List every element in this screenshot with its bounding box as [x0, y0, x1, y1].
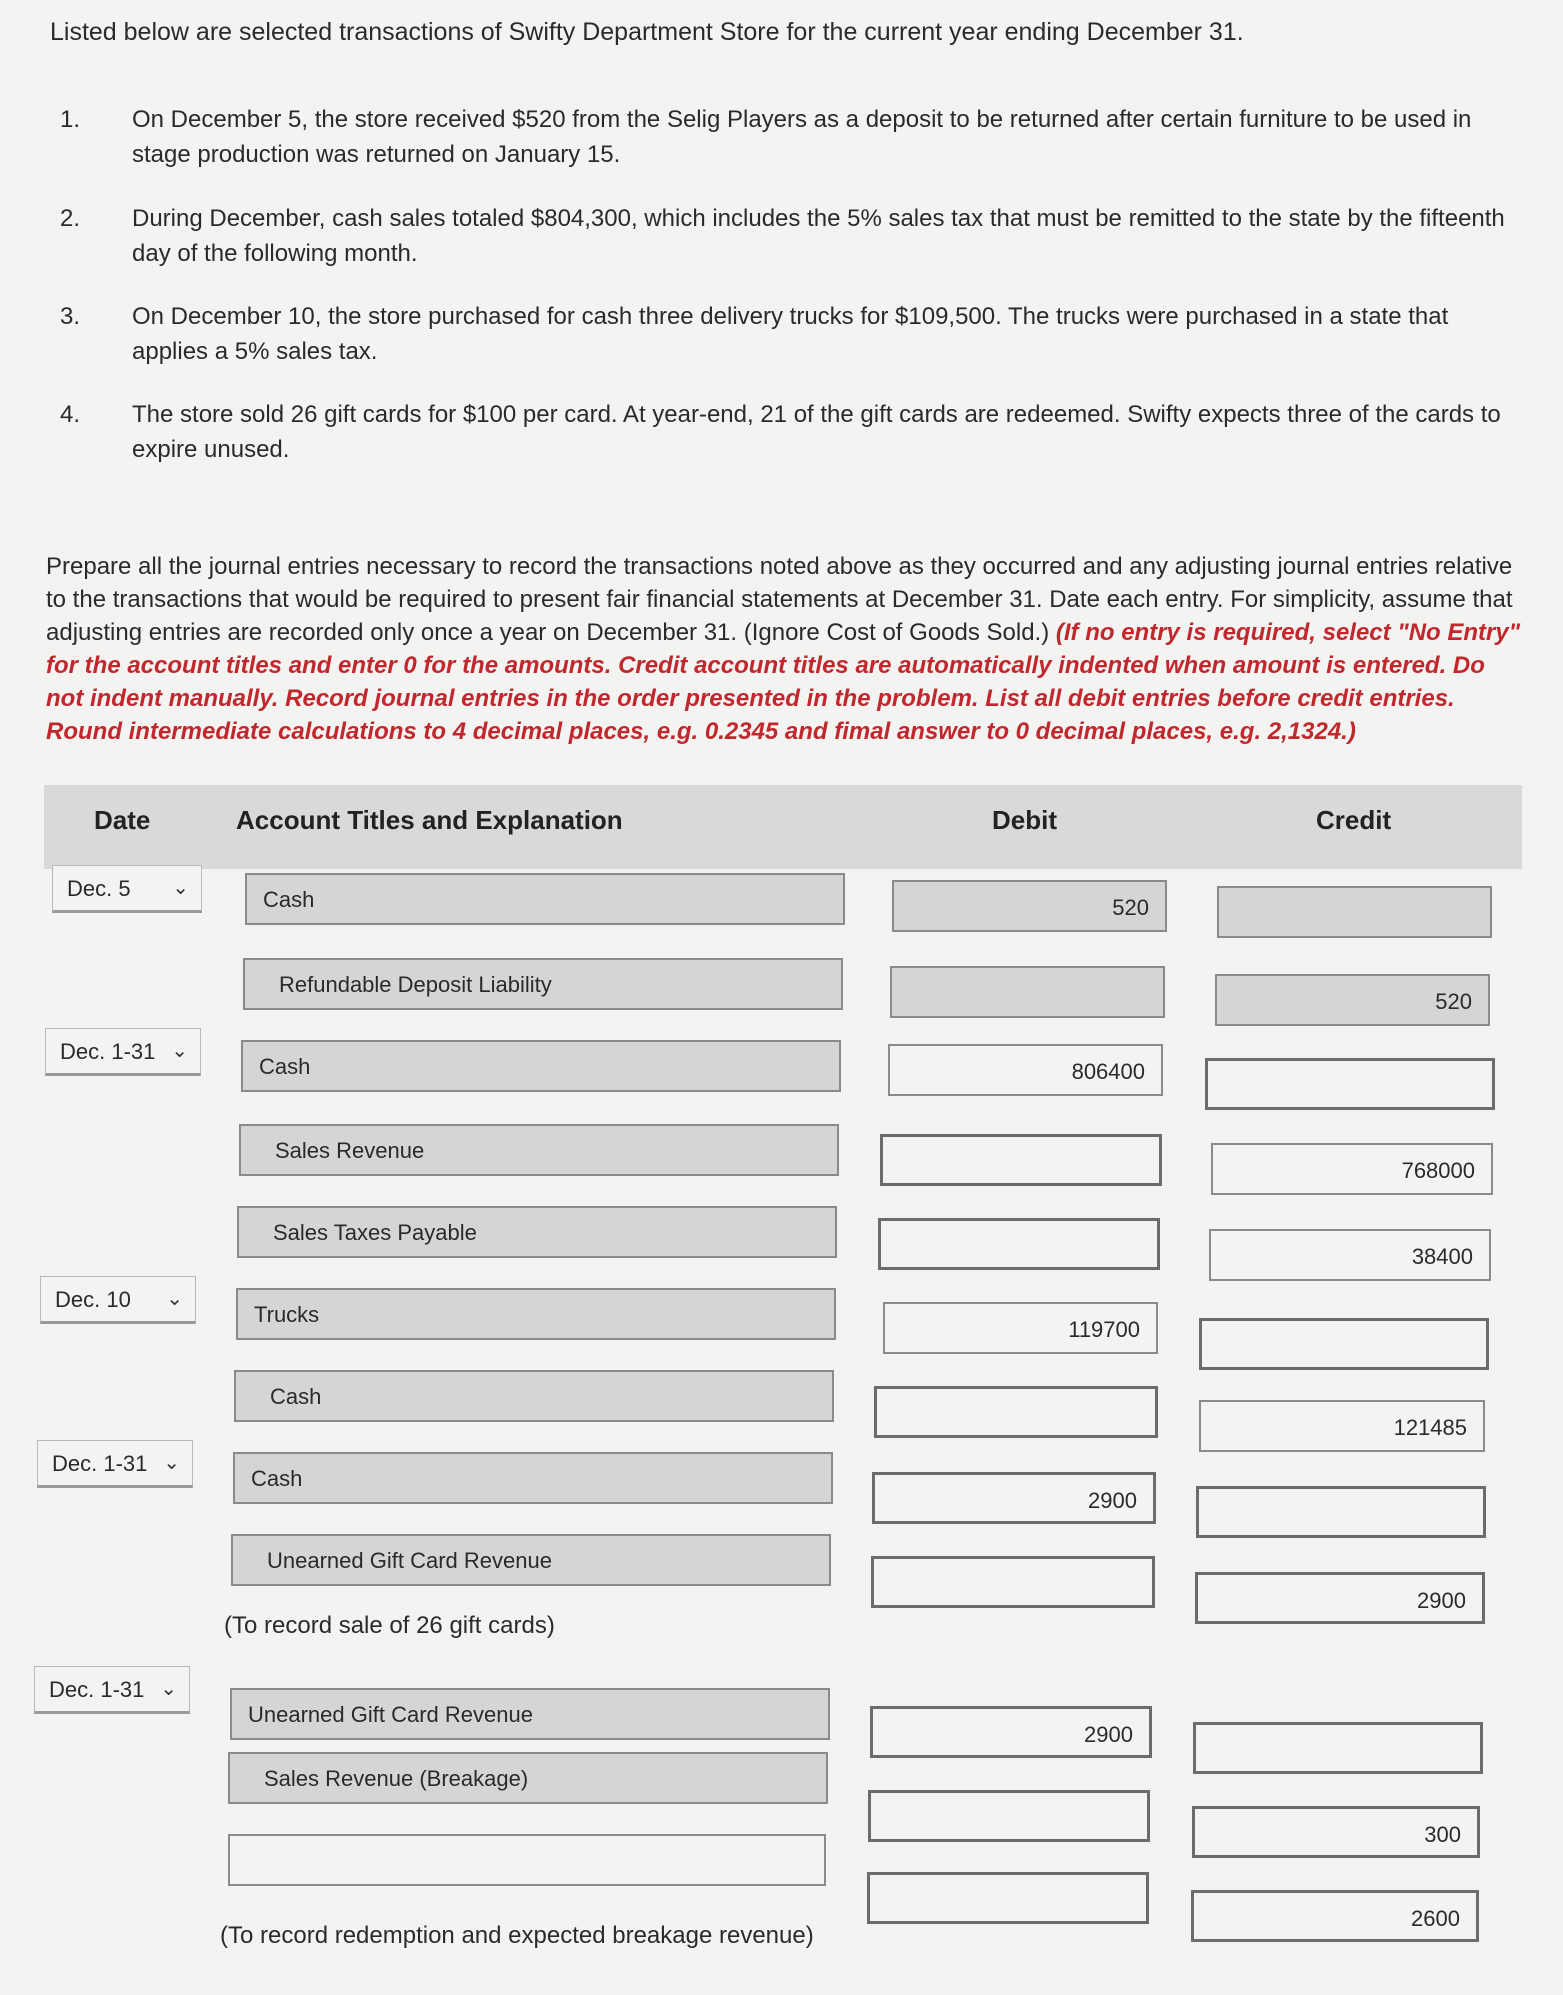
entry-note: (To record sale of 26 gift cards) — [224, 1612, 555, 1639]
account-value: Cash — [251, 1466, 303, 1491]
date-select[interactable] — [40, 1276, 196, 1324]
entry-note: (To record redemption and expected breakage revenue) — [220, 1922, 814, 1949]
account-value: Cash — [263, 887, 315, 912]
chevron-down-icon: ⌄ — [160, 1678, 177, 1700]
account-field[interactable] — [228, 1834, 826, 1886]
debit-field[interactable] — [878, 1218, 1160, 1270]
transaction-text: On December 5, the store received $520 from the Selig Players as a deposit to be returned after certain furniture to be used in stage production was returned on January 15. — [132, 106, 1472, 168]
instructions-plain: Prepare all the journal entries necessary to record the transactions noted above as they occurred and any adjusting journal entries relative to the transactions that would be required to present fair financial statements at December 31. Date each entry. For simplicity, assume that adjusting entries are recorded only once a year on December 31. (Ignore Cost of Goods Sold.) — [46, 553, 1513, 646]
col-account-header: Account Titles and Explanation — [236, 805, 623, 835]
account-field[interactable] — [237, 1206, 837, 1258]
credit-value: 520 — [1435, 989, 1472, 1014]
debit-field[interactable] — [883, 1302, 1158, 1354]
date-select[interactable] — [37, 1440, 193, 1488]
date-value: Dec. 10 — [55, 1287, 131, 1312]
debit-field[interactable] — [892, 880, 1167, 932]
credit-value: 2900 — [1417, 1588, 1466, 1613]
credit-field[interactable] — [1205, 1058, 1495, 1110]
col-credit-header: Credit — [1316, 805, 1392, 835]
credit-field[interactable] — [1192, 1806, 1480, 1858]
debit-value: 2900 — [1088, 1488, 1137, 1513]
debit-value: 119700 — [1068, 1317, 1140, 1342]
credit-field[interactable] — [1209, 1229, 1491, 1281]
credit-field[interactable] — [1215, 974, 1490, 1026]
credit-value: 121485 — [1393, 1415, 1467, 1440]
account-value: Trucks — [254, 1302, 320, 1327]
credit-field[interactable] — [1217, 886, 1492, 938]
date-value: Dec. 1-31 — [52, 1451, 148, 1476]
account-field[interactable] — [243, 958, 843, 1010]
account-value: Refundable Deposit Liability — [279, 972, 552, 997]
credit-value: 768000 — [1401, 1158, 1475, 1183]
account-field[interactable] — [234, 1370, 834, 1422]
date-value: Dec. 5 — [67, 876, 131, 901]
date-select[interactable] — [34, 1666, 190, 1714]
col-date-header: Date — [94, 805, 151, 835]
credit-value: 2600 — [1411, 1906, 1460, 1931]
debit-field[interactable] — [867, 1872, 1149, 1924]
debit-value: 806400 — [1071, 1059, 1145, 1084]
account-field[interactable] — [241, 1040, 841, 1092]
debit-value: 2900 — [1084, 1722, 1133, 1747]
debit-field[interactable] — [871, 1556, 1155, 1608]
transaction-number: 2. — [60, 205, 81, 232]
transaction-number: 3. — [60, 303, 81, 330]
transaction-text: During December, cash sales totaled $804,300, which includes the 5% sales tax that must be remitted to the state by the fifteenth day of the following month. — [132, 205, 1505, 267]
account-value: Cash — [259, 1054, 311, 1079]
transaction-text: The store sold 26 gift cards for $100 per card. At year-end, 21 of the gift cards are redeemed. Swifty expects three of the cards to expire unused. — [132, 401, 1501, 463]
intro-text: Listed below are selected transactions of Swifty Department Store for the current year ending December 31. — [50, 18, 1244, 46]
transaction-text: On December 10, the store purchased for cash three delivery trucks for $109,500. The trucks were purchased in a state that applies a 5% sales tax. — [132, 303, 1449, 365]
account-value: Unearned Gift Card Revenue — [248, 1702, 533, 1727]
journal-table-header — [44, 785, 1522, 869]
transaction-4 — [60, 397, 1520, 467]
credit-field[interactable] — [1193, 1722, 1483, 1774]
date-value: Dec. 1-31 — [49, 1677, 145, 1702]
account-value: Sales Taxes Payable — [273, 1220, 477, 1245]
debit-field[interactable] — [874, 1386, 1158, 1438]
debit-field[interactable] — [890, 966, 1165, 1018]
credit-field[interactable] — [1199, 1318, 1489, 1370]
account-value: Sales Revenue (Breakage) — [264, 1766, 529, 1791]
credit-field[interactable] — [1211, 1143, 1493, 1195]
debit-field[interactable] — [880, 1134, 1162, 1186]
account-field[interactable] — [239, 1124, 839, 1176]
account-field[interactable] — [231, 1534, 831, 1586]
debit-field[interactable] — [872, 1472, 1156, 1524]
account-field[interactable] — [245, 873, 845, 925]
account-value: Sales Revenue — [275, 1138, 425, 1163]
chevron-down-icon: ⌄ — [166, 1288, 183, 1310]
account-field[interactable] — [230, 1688, 830, 1740]
chevron-down-icon: ⌄ — [171, 1040, 188, 1062]
credit-value: 38400 — [1411, 1244, 1473, 1269]
col-debit-header: Debit — [992, 805, 1057, 835]
transaction-3 — [60, 299, 1520, 369]
account-field[interactable] — [236, 1288, 836, 1340]
date-select[interactable] — [52, 865, 202, 913]
date-select[interactable] — [45, 1028, 201, 1076]
account-value: Unearned Gift Card Revenue — [267, 1548, 552, 1573]
credit-field[interactable] — [1191, 1890, 1479, 1942]
transaction-number: 1. — [60, 106, 81, 133]
debit-value: 520 — [1112, 895, 1149, 920]
instructions-emphasis: (If no entry is required, select "No Entry" for the account titles and enter 0 for the amounts. Credit account titles are automatically indented when amount is entered. Do not indent manually. Record journal entries in the order presented in the problem. List all debit entries before credit entries. Round intermediate calculations to 4 decimal places, e.g. 0.2345 and fimal answer to 0 decimal places, e.g. 2,1324.) — [46, 619, 1521, 745]
transaction-number: 4. — [60, 401, 81, 428]
credit-field[interactable] — [1199, 1400, 1485, 1452]
date-value: Dec. 1-31 — [60, 1039, 156, 1064]
account-value: Cash — [270, 1384, 322, 1409]
account-field[interactable] — [233, 1452, 833, 1504]
chevron-down-icon: ⌄ — [172, 877, 189, 899]
transaction-1 — [60, 102, 1520, 172]
account-field[interactable] — [228, 1752, 828, 1804]
debit-field[interactable] — [868, 1790, 1150, 1842]
credit-field[interactable] — [1196, 1486, 1486, 1538]
debit-field[interactable] — [870, 1706, 1152, 1758]
instructions — [46, 550, 1526, 748]
transaction-2 — [60, 201, 1520, 271]
chevron-down-icon: ⌄ — [163, 1452, 180, 1474]
credit-field[interactable] — [1195, 1572, 1485, 1624]
credit-value: 300 — [1424, 1822, 1461, 1847]
debit-field[interactable] — [888, 1044, 1163, 1096]
